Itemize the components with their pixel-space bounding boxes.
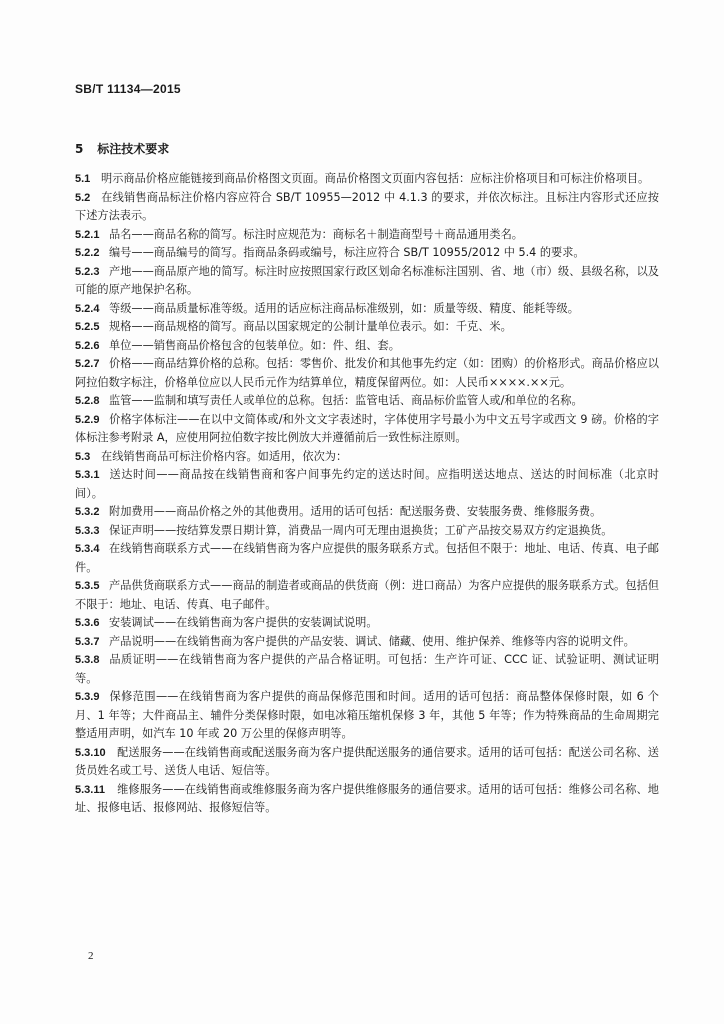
clause-text: 附加费用——商品价格之外的其他费用。适用的话可包括：配送服务费、安装服务费、维修服务费。 (109, 505, 602, 518)
clause-number: 5.2.4 (75, 302, 100, 315)
clause-5-3-1 (75, 466, 659, 503)
clause-text: 安装调试——在线销售商为客户提供的安装调试说明。 (109, 616, 378, 629)
clause-text: 在线销售商联系方式——在线销售商为客户应提供的服务联系方式。包括但不限于：地址、电话、传真、电子邮件。 (75, 542, 659, 574)
clause-5-2-6 (75, 337, 659, 356)
clause-5-2-4 (75, 300, 659, 319)
clause-5-1 (75, 170, 659, 189)
clause-text: 配送服务——在线销售商或配送服务商为客户提供配送服务的通信要求。适用的话可包括：配送公司名称、送货员姓名或工号、送货人电话、短信等。 (75, 745, 659, 777)
clause-text: 价格字体标注——在以中文简体或/和外文文字表述时，字体使用字号最小为中文五号字或西文 9 磅。价格的字体标注参考附录 A，应使用阿拉伯数字按比例放大并遵循前后一致性标注原则。 (75, 412, 659, 444)
clause-text: 产品供货商联系方式——商品的制造者或商品的供货商（例：进口商品）为客户应提供的服务联系方式。包括但不限于：地址、电话、传真、电子邮件。 (75, 579, 659, 611)
clause-5-3-9 (75, 688, 659, 744)
clause-number: 5.2.1 (75, 228, 100, 241)
clause-text: 在线销售商品标注价格内容应符合 SB/T 10955—2012 中 4.1.3 的要求，并依次标注。且标注内容形式还应按下述方法表示。 (75, 190, 659, 222)
clause-text: 单位——销售商品价格包含的包装单位。如：件、组、套。 (109, 338, 400, 352)
clause-number: 5.3.8 (75, 654, 100, 666)
clause-5-2-9 (75, 411, 659, 448)
clause-number: 5.2.5 (75, 321, 100, 333)
clause-number: 5.3.5 (75, 580, 100, 592)
section-heading (75, 140, 169, 157)
clause-5-2-3 (75, 263, 659, 300)
section-body (75, 170, 659, 818)
clause-number: 5.3 (75, 450, 91, 463)
clause-number: 5.2.6 (75, 339, 100, 352)
clause-number: 5.3.3 (75, 524, 100, 537)
clause-5-2-2 (75, 244, 659, 263)
clause-number: 5.3.11 (75, 783, 105, 796)
clause-5-3-4 (75, 540, 659, 577)
standard-code: SB/T 11134—2015 (75, 82, 181, 96)
clause-number: 5.2.3 (75, 265, 100, 278)
clause-number: 5.3.2 (75, 506, 100, 518)
clause-5-2-1 (75, 226, 659, 245)
clause-5-2-8 (75, 392, 659, 411)
clause-5-3-2 (75, 503, 659, 522)
clause-number: 5.3.4 (75, 543, 100, 555)
section-title: 标注技术要求 (97, 142, 170, 156)
section-number: 5 (75, 142, 84, 156)
clause-number: 5.2.9 (75, 413, 100, 426)
clause-number: 5.3.1 (75, 469, 100, 481)
clause-text: 保修范围——在线销售商为客户提供的商品保修范围和时间。适用的话可包括：商品整体保修时限，如 6 个月、1 年等；大件商品主、辅件分类保修时限，如电冰箱压缩机保修 3 年，其他 5 年等；作为特殊商品的生命周期完整适用声明，如汽车 10 年或 20 万公里的保修声明等。 (75, 690, 659, 740)
clause-text: 产地——商品原产地的简写。标注时应按照国家行政区划命名标准标注国别、省、地（市）级、县级名称，以及可能的原产地保护名称。 (75, 264, 659, 296)
clause-text: 明示商品价格应能链接到商品价格图文页面。商品价格图文页面内容包括：应标注价格项目和可标注价格项目。 (101, 172, 650, 185)
clause-text: 品质证明——在线销售商为客户提供的产品合格证明。可包括：生产许可证、CCC 证、试验证明、测试证明等。 (75, 653, 659, 685)
clause-5-2-5 (75, 318, 659, 337)
clause-text: 规格——商品规格的简写。商品以国家规定的公制计量单位表示。如：千克、米。 (109, 320, 512, 333)
clause-text: 产品说明——在线销售商为客户提供的产品安装、调试、储藏、使用、维护保养、维修等内容的说明文件。 (109, 634, 635, 648)
clause-text: 等级——商品质量标准等级。适用的话应标注商品标准级别，如：质量等级、精度、能耗等级。 (109, 301, 579, 315)
clause-number: 5.3.10 (75, 746, 106, 759)
clause-5-3-6 (75, 614, 659, 633)
clause-text: 监管——监制和填写责任人或单位的总称。包括：监管电话、商品标价监管人或/和单位的名称。 (109, 394, 583, 407)
clause-text: 维修服务——在线销售商或维修服务商为客户提供维修服务的通信要求。适用的话可包括：维修公司名称、地址、报修电话、报修网站、报修短信等。 (75, 782, 659, 814)
clause-text: 编号——商品编号的简写。指商品条码或编号，标注应符合 SB/T 10955/2012 中 5.4 的要求。 (109, 246, 585, 259)
clause-number: 5.3.6 (75, 617, 100, 629)
clause-number: 5.2.8 (75, 395, 100, 407)
clause-5-3-5 (75, 577, 659, 614)
clause-text: 品名——商品名称的简写。标注时应规范为：商标名＋制造商型号＋商品通用类名。 (109, 227, 523, 241)
clause-number: 5.2 (75, 191, 91, 204)
clause-5-2-7 (75, 355, 659, 392)
clause-number: 5.3.9 (75, 691, 100, 703)
clause-5-3-8 (75, 651, 659, 688)
clause-text: 在线销售商品可标注价格内容。如适用，依次为： (101, 449, 348, 463)
clause-5-3-7 (75, 633, 659, 652)
clause-text: 价格——商品结算价格的总称。包括：零售价、批发价和其他事先约定（如：团购）的价格形式。商品价格应以阿拉伯数字标注，价格单位应以人民币元作为结算单位，精度保留两位。如：人民币××××.××元。 (75, 357, 659, 389)
page-number: 2 (88, 950, 94, 962)
clause-number: 5.1 (75, 173, 91, 185)
clause-5-3-3 (75, 522, 659, 541)
clause-5-2 (75, 189, 659, 226)
clause-5-3-10 (75, 744, 659, 781)
clause-number: 5.3.7 (75, 635, 100, 648)
clause-5-3 (75, 448, 659, 467)
clause-number: 5.2.7 (75, 358, 100, 370)
clause-text: 保证声明——按结算发票日期计算，消费品一周内可无理由退换货；工矿产品按交易双方约定退换货。 (109, 523, 613, 537)
clause-text: 送达时间——商品按在线销售商和客户间事先约定的送达时间。应指明送达地点、送达的时间标准（北京时间）。 (75, 468, 659, 500)
clause-number: 5.2.2 (75, 247, 100, 259)
clause-5-3-11 (75, 781, 659, 818)
